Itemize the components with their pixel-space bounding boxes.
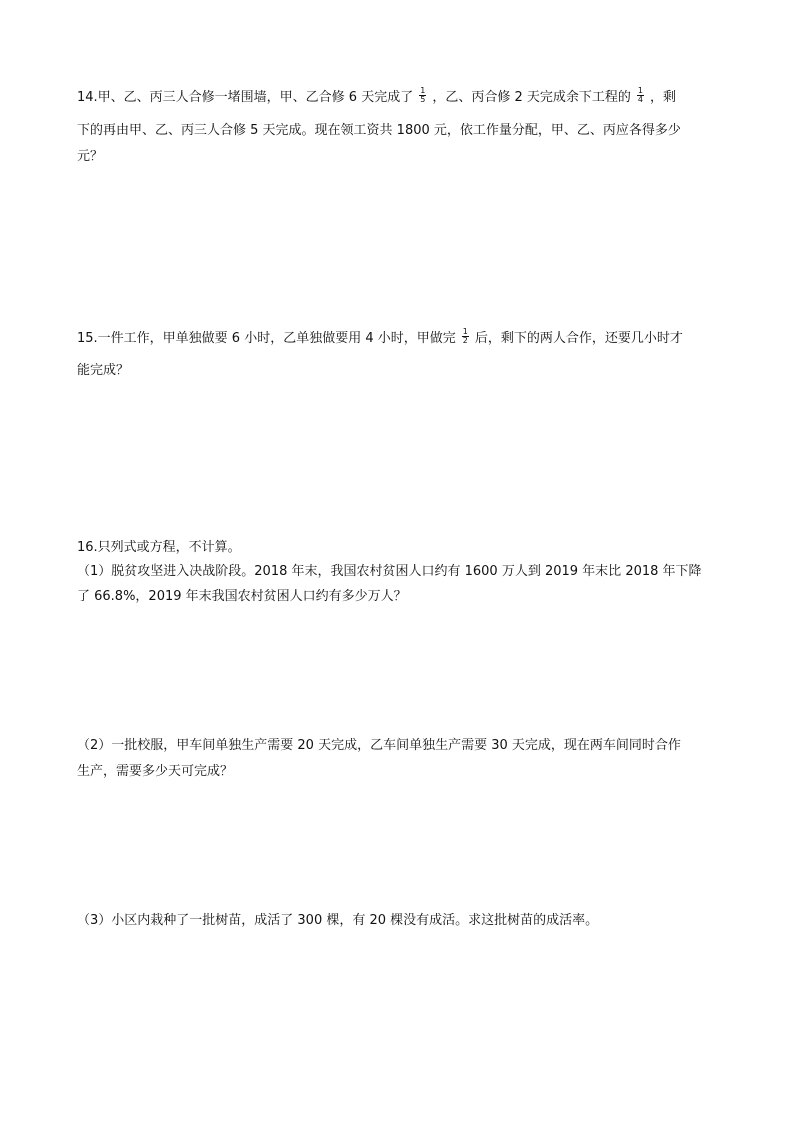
- q15-text-part-2: 后，剩下的两人合作，还要几小时才: [474, 331, 683, 346]
- q15-line-2: 能完成？: [77, 363, 130, 378]
- q15-text-part-1: 15.一件工作，甲单独做要 6 小时，乙单独做要用 4 小时，甲做完: [77, 331, 456, 346]
- q14-fraction-1: $\frac{1}{5}$: [420, 86, 426, 104]
- q16-part2-line-1: （2）一批校服，甲车间单独生产需要 20 天完成，乙车间单独生产需要 30 天完成，现在两车间同时合作: [77, 738, 681, 753]
- q14-line-3: 元？: [77, 149, 104, 164]
- q14-line-1: [77, 86, 676, 107]
- q16-title: 16.只列式或方程，不计算。: [77, 540, 241, 555]
- q15-fraction: $\frac{1}{2}$: [462, 327, 468, 345]
- q14-text-part-2: ，乙、丙合修 2 天完成余下工程的: [432, 90, 631, 105]
- q14-fraction-2: $\frac{1}{4}$: [637, 86, 643, 104]
- q16-part2-line-2: 生产，需要多少天可完成？: [77, 764, 234, 779]
- q16-part1-line-1: （1）脱贫攻坚进入决战阶段。2018 年末，我国农村贫困人口约有 1600 万人到 2019 年末比 2018 年下降: [77, 564, 702, 579]
- q16-part3-line-1: （3）小区内栽种了一批树苗，成活了 300 棵，有 20 棵没有成活。求这批树苗的成活率。: [77, 913, 599, 928]
- q15-line-1: [77, 327, 683, 348]
- q14-line-2: 下的再由甲、乙、丙三人合修 5 天完成。现在领工资共 1800 元，依工作量分配，甲、乙、丙应各得多少: [77, 123, 681, 138]
- q16-part1-line-2: 了 66.8%，2019 年末我国农村贫困人口约有多少万人？: [77, 589, 407, 604]
- q14-text-part-1: 14.甲、乙、丙三人合修一堵围墙，甲、乙合修 6 天完成了: [77, 90, 414, 105]
- q14-text-part-3: ，剩: [649, 90, 676, 105]
